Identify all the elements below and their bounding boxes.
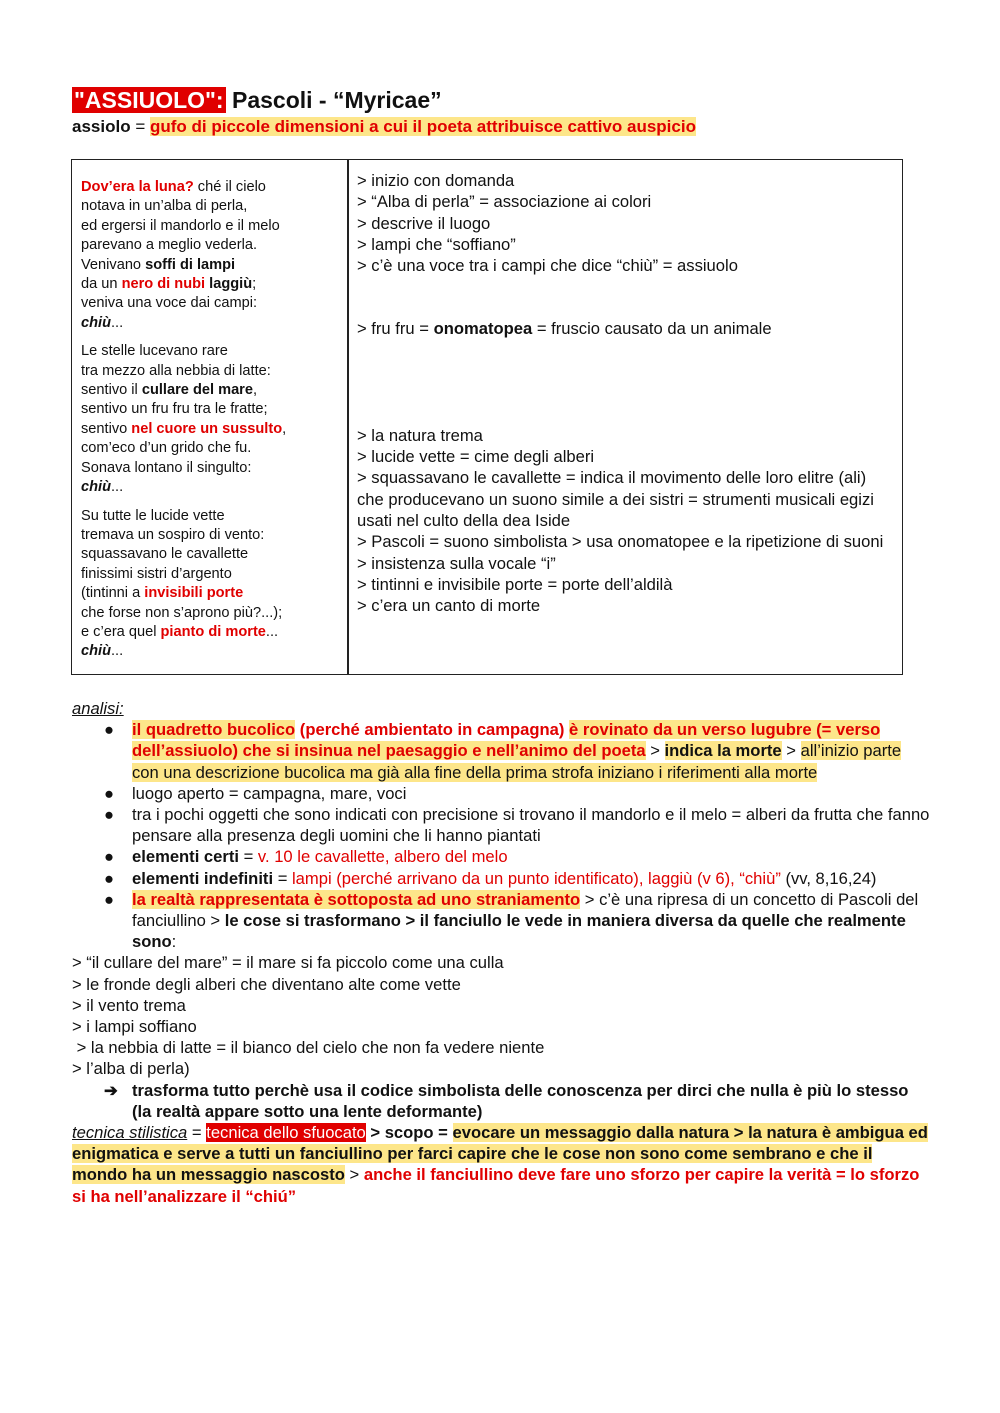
poem-line-highlight: Dov’era la luna?: [81, 179, 194, 195]
bullet-text-red: lampi (perché arrivano da un punto identificato), laggiù (v 6), “chiù”: [292, 868, 781, 888]
refrain-word: chiù: [81, 643, 111, 660]
note-line: > lampi che “soffiano”: [357, 234, 516, 254]
poem-line-highlight: pianto di morte: [160, 623, 266, 640]
poem-line: [81, 178, 343, 197]
list-item: [72, 783, 932, 804]
bullet-text-bold: le cose si trasformano > il fanciullo le vede in maniera diversa da quelle che realmente sono: [132, 911, 906, 952]
poem-line-text: (tintinni a: [81, 585, 145, 602]
poem-line-text: ,: [252, 382, 258, 399]
poem-line: com’eco d’un grido che fu.: [81, 440, 252, 457]
refrain-word: chiù: [81, 479, 111, 496]
poem-line: [81, 584, 343, 603]
bullet-icon: ●: [104, 847, 115, 867]
refrain-word: chiù: [81, 314, 111, 331]
poem-line: parevano a meglio vederla.: [81, 237, 258, 254]
plain-line: > la nebbia di latte = il bianco del cielo che non fa vedere niente: [72, 1038, 545, 1058]
technique-paragraph: [72, 1122, 932, 1207]
stanza-3: [81, 507, 343, 662]
technique-text: >: [344, 1165, 364, 1185]
note-text: = fruscio causato da un animale: [532, 319, 772, 339]
bullet-text: >: [781, 741, 801, 761]
subtitle-definition: gufo di piccole dimensioni a cui il poeta attribuisce cattivo auspicio: [149, 117, 696, 136]
bullet-icon: ●: [104, 783, 115, 803]
arrow-icon: ➔: [104, 1080, 118, 1100]
bullet-text: =: [273, 868, 292, 888]
poem-line: sentivo un fru fru tra le fratte;: [81, 401, 268, 418]
bullet-text: >: [645, 741, 665, 761]
note-text: > fru fru =: [357, 319, 434, 339]
subtitle: [72, 116, 696, 138]
technique-label: tecnica stilistica: [72, 1123, 188, 1143]
bullet-text-highlight: la realtà rappresentata è sottoposta ad uno straniamento: [132, 889, 581, 909]
poem-line-bold: soffi di lampi: [145, 256, 236, 273]
list-item: [72, 846, 932, 867]
poem-line: ed ergersi il mandorlo e il melo: [81, 217, 280, 234]
bullet-icon: ●: [104, 889, 115, 909]
bullet-text-red: (perché ambientato in campagna): [295, 720, 570, 740]
list-item: [72, 804, 932, 846]
refrain-dots: ...: [111, 314, 124, 331]
list-item: [72, 889, 932, 953]
note-line: > la natura trema: [357, 425, 483, 445]
poem-line: che forse non s’aprono più?...);: [81, 604, 283, 621]
note-line: > c’è una voce tra i campi che dice “chiù” = assiuolo: [357, 256, 738, 276]
poem-refrain: [81, 314, 343, 333]
poem-line: tra mezzo alla nebbia di latte:: [81, 362, 271, 379]
page-title: [72, 86, 442, 114]
bullet-text-bold: elementi certi: [132, 847, 239, 867]
poem-line: [81, 381, 343, 400]
poem-line-highlight: invisibili porte: [144, 585, 244, 602]
technique-name: tecnica dello sfuocato: [206, 1123, 366, 1143]
refrain-dots: ...: [111, 479, 124, 496]
title-tag: "ASSIUOLO":: [74, 87, 224, 113]
notes-column: [357, 170, 897, 616]
poem-table: [71, 159, 903, 675]
analysis-list: [72, 719, 932, 952]
poem-line: finissimi sistri d’argento: [81, 565, 232, 582]
poem-line: notava in un’alba di perla,: [81, 198, 248, 215]
note-line: > squassavano le cavallette = indica il movimento delle loro elitre (ali) che producevano un suono simile a dei sistri = strumenti musicali egizi usati nel culto della dea Iside: [357, 468, 874, 530]
note-bold: onomatopea: [433, 319, 533, 339]
poem-line: Sonava lontano il singulto:: [81, 459, 252, 476]
note-line: > Pascoli = suono simbolista > usa onomatopee e la ripetizione di suoni > insistenza sulla vocale “i”: [357, 532, 884, 573]
poem-refrain: [81, 478, 343, 497]
note-line: > lucide vette = cime degli alberi: [357, 447, 595, 467]
poem-line: [81, 256, 343, 275]
poem-line: squassavano le cavallette: [81, 546, 249, 563]
poem-line: veniva una voce dai campi:: [81, 295, 258, 312]
poem-refrain: [81, 642, 343, 661]
poem-line: tremava un sospiro di vento:: [81, 526, 265, 543]
plain-line: > i lampi soffiano: [72, 1017, 197, 1037]
plain-line: > il vento trema: [72, 995, 186, 1015]
conclusion-text: trasforma tutto perchè usa il codice simbolista delle conoscenza per dirci che nulla è più lo stesso (la realtà appare sotto una lente deformante): [132, 1080, 909, 1121]
poem-line-highlight: nel cuore un sussulto: [131, 420, 283, 437]
poem-column: [81, 178, 343, 671]
note-line: > descrive il luogo: [357, 213, 491, 233]
poem-line: [81, 420, 343, 439]
stanza-2: [81, 342, 343, 497]
poem-line-text: ...: [265, 623, 279, 640]
bullet-text-highlight: all’inizio parte con una descrizione bucolica ma già alla fine della prima strofa iniziano i riferimenti alla morte: [132, 741, 902, 782]
bullet-text-red: v. 10 le cavallette, albero del melo: [257, 847, 508, 867]
bullet-text: luogo aperto = campagna, mare, voci: [132, 783, 407, 803]
note-line: [357, 318, 897, 339]
poem-line-text: ,: [282, 420, 287, 437]
subtitle-equals: =: [130, 117, 150, 136]
technique-text-bold: > scopo =: [365, 1123, 453, 1143]
conclusion-item: [72, 1080, 932, 1122]
bullet-text: (vv, 8,16,24): [780, 868, 877, 888]
note-line: > c’era un canto di morte: [357, 596, 541, 616]
plain-line: > l’alba di perla): [72, 1059, 190, 1079]
poem-line: Su tutte le lucide vette: [81, 507, 225, 524]
poem-line: Le stelle lucevano rare: [81, 343, 228, 360]
poem-line: [81, 623, 343, 642]
list-item: [72, 719, 932, 783]
bullet-text: :: [171, 932, 177, 952]
bullet-text: > c’è una ripresa di un concetto di Pascoli del fanciullino >: [132, 889, 919, 931]
note-line: > inizio con domanda: [357, 171, 515, 190]
bullet-text-bold: indica la morte: [664, 741, 782, 761]
note-spacer: [357, 340, 897, 425]
poem-line-text: ;: [252, 276, 257, 293]
bullet-text-highlight: il quadretto bucolico: [132, 720, 296, 740]
poem-line-bold: laggiù: [209, 276, 253, 293]
poem-line-text: sentivo: [81, 420, 132, 437]
note-spacer: [357, 276, 897, 318]
table-divider: [347, 160, 349, 674]
technique-text-highlight: evocare un messaggio dalla natura > la natura è ambigua ed enigmatica e serve a tutti un fanciullino per farci capire che le cose non sono come sembrano e che il mondo ha un messaggio nascosto: [72, 1123, 928, 1185]
stanza-1: [81, 178, 343, 333]
analysis-heading: analisi:: [72, 699, 124, 718]
note-line: > tintinni e invisibile porte = porte dell’aldilà: [357, 574, 673, 594]
bullet-text: =: [238, 847, 258, 867]
poem-line-text: e c’era quel: [81, 623, 161, 640]
bullet-icon: ●: [104, 720, 115, 740]
technique-text-red: anche il fanciullino deve fare uno sforzo per capire la verità = lo sforzo si ha nell’analizzare il “chiú”: [72, 1165, 920, 1206]
technique-text: =: [187, 1123, 207, 1143]
plain-line: > “il cullare del mare” = il mare si fa piccolo come una culla: [72, 953, 504, 973]
refrain-dots: ...: [111, 643, 124, 660]
poem-line: [81, 275, 343, 294]
poem-line-text: sentivo il: [81, 382, 142, 399]
poem-line-bold: cullare del mare: [141, 382, 253, 399]
note-line: > “Alba di perla” = associazione ai colori: [357, 192, 652, 212]
bullet-text-highlight: è rovinato da un verso lugubre (= verso dell’assiuolo) che si insinua nel paesaggio e nell’animo del poeta: [132, 720, 881, 761]
poem-line-highlight: nero di nubi: [121, 276, 206, 293]
poem-line-text: ché il cielo: [193, 179, 266, 195]
poem-line-text: Venivano: [81, 256, 146, 273]
bullet-icon: ●: [104, 868, 115, 888]
analysis-section: [72, 698, 932, 1207]
plain-line: > le fronde degli alberi che diventano alte come vette: [72, 974, 461, 994]
bullet-icon: ●: [104, 805, 115, 825]
poem-line-text: da un: [81, 276, 122, 293]
subtitle-term: assiolo: [72, 117, 131, 136]
bullet-text-bold: elementi indefiniti: [132, 868, 274, 888]
bullet-text: tra i pochi oggetti che sono indicati con precisione si trovano il mandorlo e il melo = alberi da frutta che fanno pensare alla presenza degli uomini che li hanno piantati: [132, 805, 930, 846]
title-text: Pascoli - “Myricae”: [225, 87, 442, 113]
list-item: [72, 868, 932, 889]
